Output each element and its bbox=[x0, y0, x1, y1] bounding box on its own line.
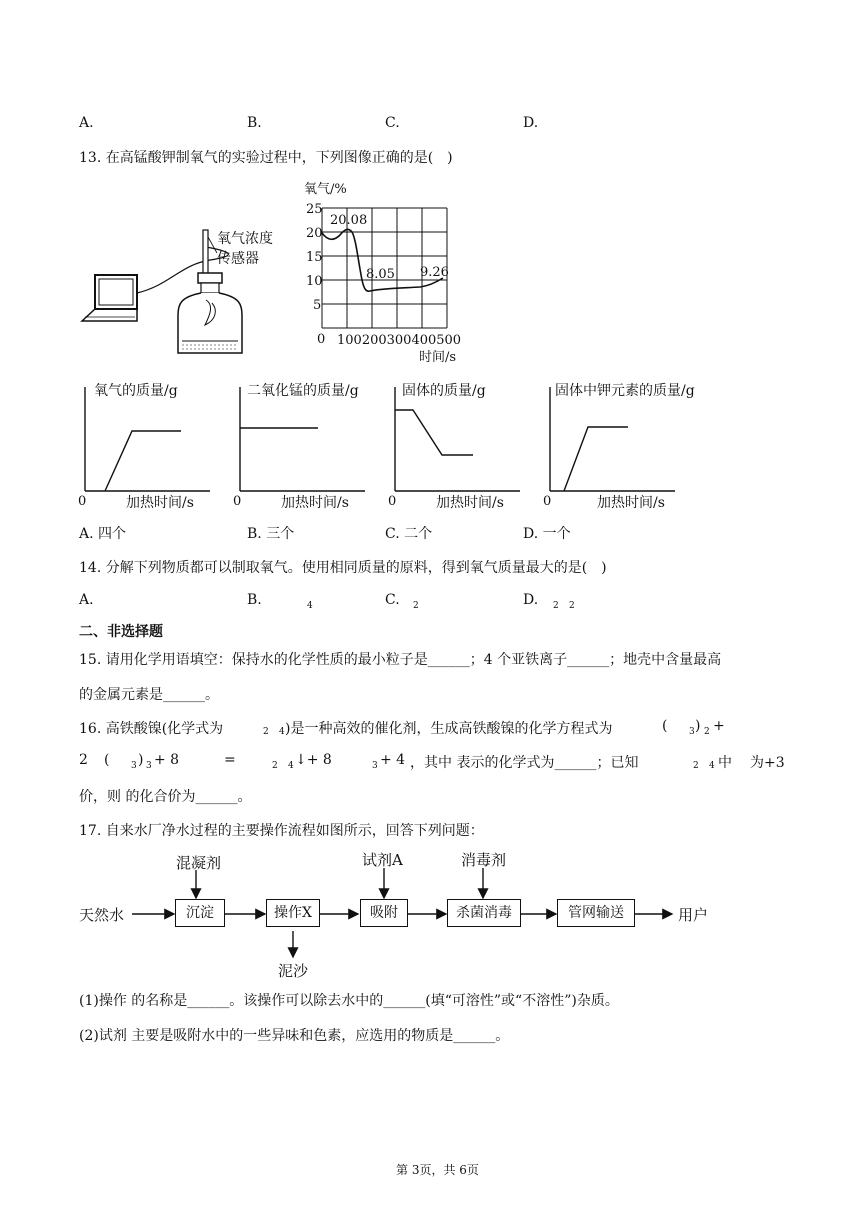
q16-sub-2: 4 bbox=[279, 727, 285, 737]
q14-option-d: D. bbox=[523, 592, 539, 608]
flow-step-operation-x: 操作X bbox=[266, 899, 320, 927]
q12-option-b: B. bbox=[247, 115, 262, 131]
flow-coagulant: 混凝剂 bbox=[176, 854, 222, 872]
oxygen-ytick-20: 20 bbox=[306, 226, 323, 241]
q16-sub-1: 2 bbox=[263, 727, 269, 737]
flow-step-disinfection: 杀菌消毒 bbox=[447, 899, 521, 927]
q16-line2-sub-6: 2 bbox=[693, 761, 699, 771]
q16-line2-sub-3: 2 bbox=[272, 761, 278, 771]
page-footer: 第 3页，共 6页 bbox=[396, 1163, 479, 1177]
q16-line1-a: 16. 高铁酸镍(化学式为 bbox=[79, 721, 224, 737]
graph4-ylabel: 固体中钾元素的质量/g bbox=[555, 383, 695, 399]
q14-option-c: C. bbox=[385, 592, 400, 608]
oxygen-ytick-5: 5 bbox=[313, 298, 322, 313]
q16-line2-h: ，其中 表示的化学式为______；已知 bbox=[410, 755, 639, 771]
q12-option-c: C. bbox=[385, 115, 400, 131]
oxygen-ytick-25: 25 bbox=[306, 202, 323, 217]
q13-graph-2 bbox=[225, 375, 375, 515]
q15-line1: 15. 请用化学用语填空：保持水的化学性质的最小粒子是______；4 个亚铁离子______；地壳中含量最高 bbox=[79, 652, 722, 668]
q16-line2-g: + 4 bbox=[380, 752, 406, 768]
flow-step-sedimentation: 沉淀 bbox=[175, 899, 225, 927]
graph4-origin: 0 bbox=[543, 494, 552, 509]
q16-line2-d: + 8 bbox=[154, 752, 180, 768]
q16-equals: = bbox=[224, 752, 236, 768]
q12-option-a: A. bbox=[79, 115, 94, 131]
q16-line2-j: 为+3 bbox=[750, 755, 785, 771]
q14-d-subscript-1: 2 bbox=[553, 601, 559, 611]
q14-stem: 14. 分解下列物质都可以制取氧气。使用相同质量的原料，得到氧气质量最大的是( ) bbox=[79, 560, 607, 576]
oxygen-xlabel: 时间/s bbox=[419, 350, 457, 365]
flask-icon bbox=[178, 273, 242, 353]
q16-line2-f: ↓+ 8 bbox=[295, 752, 332, 768]
flowchart-arrows bbox=[70, 840, 750, 985]
q13-option-c: C. 二个 bbox=[385, 526, 433, 542]
q16-sub-3: 3 bbox=[689, 727, 695, 737]
q15-line2: 的金属元素是______。 bbox=[79, 687, 219, 703]
q13-option-a: A. 四个 bbox=[79, 526, 127, 542]
q13-apparatus-figure bbox=[70, 175, 490, 370]
laptop-icon bbox=[82, 275, 137, 321]
oxygen-ytick-10: 10 bbox=[306, 274, 323, 289]
q13-graph-3 bbox=[380, 375, 525, 515]
flow-disinfectant: 消毒剂 bbox=[461, 851, 507, 869]
q16-line2-sub-2: 3 bbox=[146, 761, 152, 771]
q13-graph-1 bbox=[70, 375, 210, 515]
q17-stem: 17. 自来水厂净水过程的主要操作流程如图所示，回答下列问题： bbox=[79, 823, 484, 839]
section-title: 二、非选择题 bbox=[79, 624, 163, 640]
q16-line2-a: 2 bbox=[79, 752, 88, 768]
q16-line2-b: ( bbox=[104, 752, 110, 768]
flow-end-user: 用户 bbox=[678, 906, 709, 924]
q16-line1-b: )是一种高效的催化剂，生成高铁酸镍的化学方程式为 bbox=[285, 721, 613, 737]
graph1-origin: 0 bbox=[78, 494, 87, 509]
q16-sub-4: 2 bbox=[704, 727, 710, 737]
graph3-origin: 0 bbox=[388, 494, 397, 509]
q13-graph-4 bbox=[535, 375, 715, 515]
flow-source: 天然水 bbox=[79, 906, 125, 924]
oxygen-concentration-chart bbox=[304, 182, 461, 365]
flow-step-pipeline: 管网输送 bbox=[557, 899, 635, 927]
graph2-ylabel: 二氧化锰的质量/g bbox=[247, 383, 359, 399]
q14-c-subscript: 2 bbox=[413, 601, 419, 611]
graph2-xlabel: 加热时间/s bbox=[281, 495, 349, 511]
q16-line2-i: 中 bbox=[718, 755, 732, 771]
graph1-ylabel: 氧气的质量/g bbox=[94, 383, 178, 399]
q16-line2-sub-1: 3 bbox=[131, 761, 137, 771]
oxygen-ytick-0: 0 bbox=[317, 332, 326, 347]
graph2-origin: 0 bbox=[233, 494, 242, 509]
q14-d-subscript-2: 2 bbox=[569, 601, 575, 611]
sensor-label-line2: 传感器 bbox=[217, 251, 259, 267]
q14-option-a: A. bbox=[79, 592, 94, 608]
q16-line2-sub-4: 4 bbox=[288, 761, 294, 771]
graph4-xlabel: 加热时间/s bbox=[597, 495, 665, 511]
q16-line2-c: ) bbox=[138, 752, 144, 768]
q16-line1-d: ) bbox=[695, 718, 701, 734]
q13-option-d: D. 一个 bbox=[523, 526, 571, 542]
graph3-xlabel: 加热时间/s bbox=[436, 495, 504, 511]
q16-line2-sub-5: 3 bbox=[372, 761, 378, 771]
oxygen-xticks: 100200300400500 bbox=[337, 333, 462, 348]
q13-stem: 13. 在高锰酸钾制氧气的实验过程中，下列图像正确的是( ) bbox=[79, 150, 453, 166]
graph3-ylabel: 固体的质量/g bbox=[402, 383, 486, 399]
q13-option-b: B. 三个 bbox=[247, 526, 295, 542]
flow-residue: 泥沙 bbox=[278, 962, 309, 980]
q17-sub1: (1)操作 的名称是______。该操作可以除去水中的______(填“可溶性”或“不溶性”)杂质。 bbox=[79, 993, 619, 1009]
q14-option-b: B. bbox=[247, 592, 262, 608]
q14-b-subscript: 4 bbox=[307, 601, 313, 611]
q17-sub2: (2)试剂 主要是吸附水中的一些异味和色素，应选用的物质是______。 bbox=[79, 1028, 510, 1044]
q16-line3: 价，则 的化合价为______。 bbox=[79, 789, 252, 805]
q16-line1-e: + bbox=[713, 718, 725, 734]
sensor-label-line1: 氧气浓度 bbox=[217, 231, 273, 247]
q16-line2-sub-7: 4 bbox=[709, 761, 715, 771]
oxygen-annot-2008: 20.08 bbox=[330, 213, 368, 228]
q12-option-d: D. bbox=[523, 115, 539, 131]
flow-reagent: 试剂A bbox=[362, 851, 403, 869]
graph1-xlabel: 加热时间/s bbox=[126, 495, 194, 511]
oxygen-chart-ylabel: 氧气/% bbox=[304, 182, 347, 197]
oxygen-annot-926: 9.26 bbox=[420, 265, 449, 280]
q16-line1-c: ( bbox=[662, 718, 668, 734]
oxygen-ytick-15: 15 bbox=[306, 250, 323, 265]
oxygen-annot-805: 8.05 bbox=[366, 267, 395, 282]
flow-step-adsorption: 吸附 bbox=[360, 899, 408, 927]
